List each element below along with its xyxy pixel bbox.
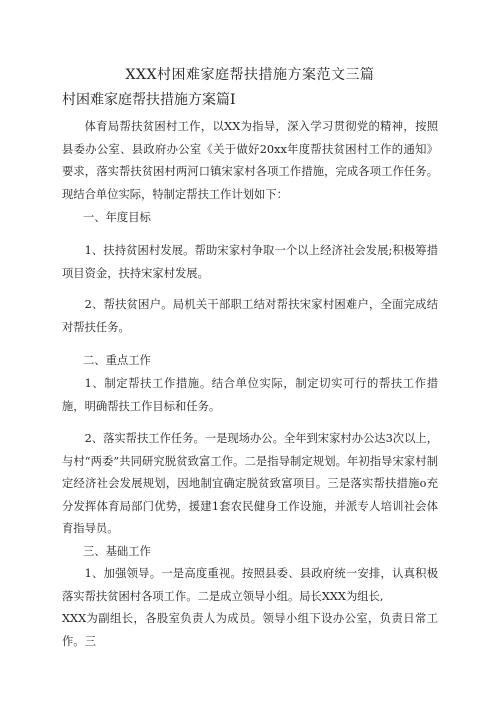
paragraph-key-2: 2、落实帮扶工作任务。一是现场办公。全年到宋家村办公达3次以上，与村“两委”共同研究脱贫致富工作。二是指导制定规划。年初指导宋家村制定经济社会发展规划，因地制宜确定脱贫致富项目。三是落实帮扶措施o充分发挥体育局部门优势，援建1套农民健身工作设施，并派专人培训社会体育指导员。 [62,432,438,535]
heading-key-work: 二、重点工作 [83,354,151,367]
intro-paragraph: 体育局帮扶贫困村工作，以XX为指导，深入学习贯彻党的精神，按照县委办公室、县政府办公室《关于做好20xx年度帮扶贫困村工作的通知》要求，落实帮扶贫困村两河口镇宋家村各项工作措施，完成各项工作任务。现结合单位实际，特制定帮扶工作计划如下： [62,120,438,201]
heading-annual-goals: 一、年度目标 [83,211,151,224]
document-title: XXX村困难家庭帮扶措施方案范文三篇 [125,67,375,83]
section-heading: 村困难家庭帮扶措施方案篇Ⅰ [62,92,236,108]
paragraph-goal-2: 2、帮扶贫困户。局机关干部职工结对帮扶宋家村困难户，全面完成结对帮扶任务。 [62,298,438,334]
paragraph-basic-1: 1、加强领导。一是高度重视。按照县委、县政府统一安排，认真积极落实帮扶贫困村各项工作。二是成立领导小组。局长XXX为组长, [62,567,438,603]
heading-basic-work: 三、基础工作 [83,545,151,558]
paragraph-key-1: 1、制定帮扶工作措施。结合单位实际，制定切实可行的帮扶工作措施，明确帮扶工作目标和任务。 [62,377,438,413]
paragraph-goal-1: 1、扶持贫困村发展。帮助宋家村争取一个以上经济社会发展;积极筹措项目资金，扶持宋家村发展。 [62,244,438,280]
paragraph-basic-2: XXX为副组长，各股室负责人为成员。领导小组下设办公室，负责日常工作。三 [62,612,438,648]
